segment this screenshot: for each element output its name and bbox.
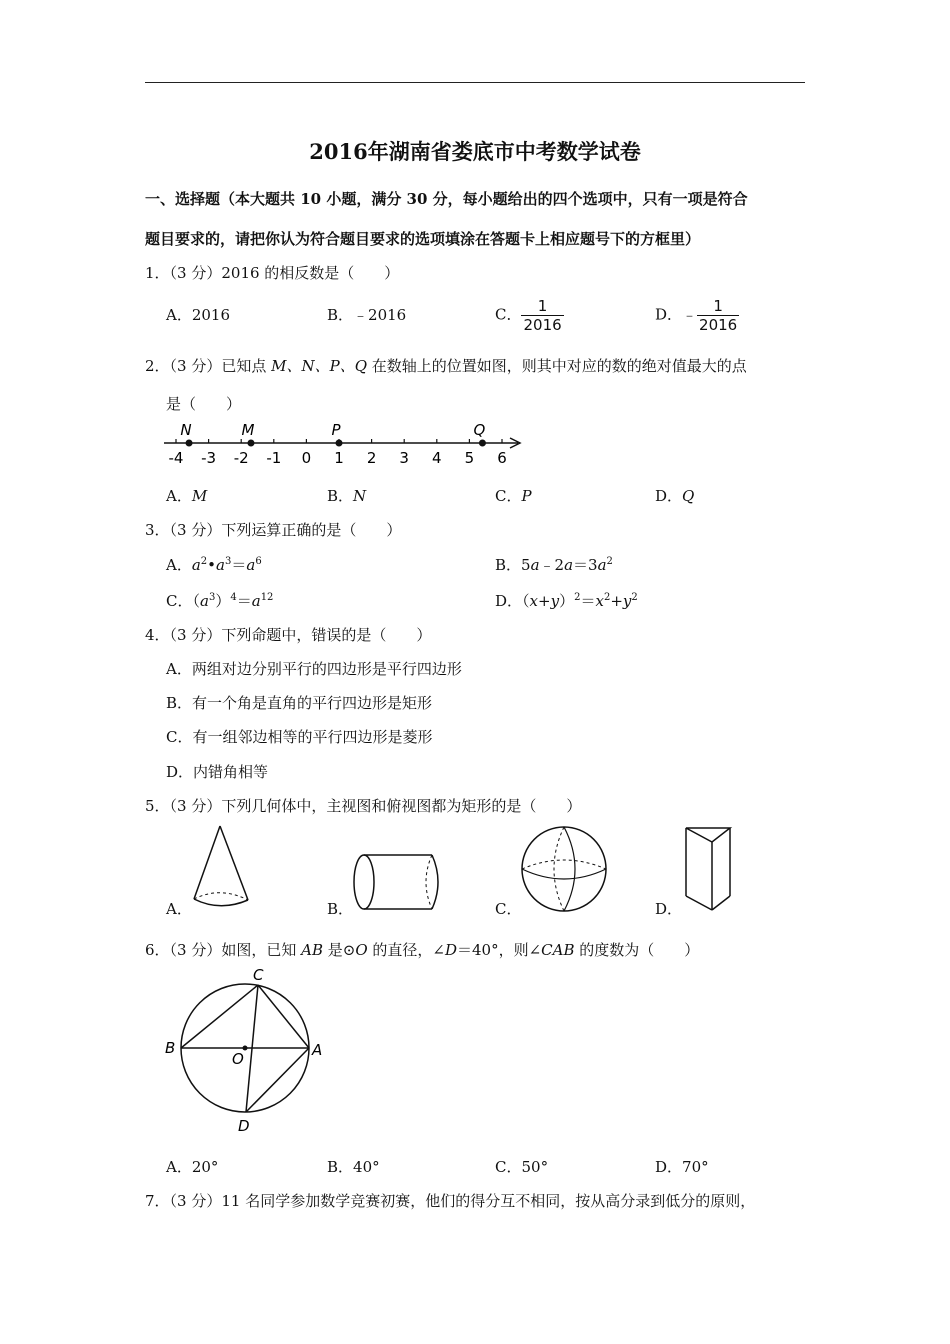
circle-geometry-figure	[160, 962, 340, 1137]
q6-option-d: D．70°	[655, 1158, 709, 1176]
q3-option-c-label: C．	[166, 592, 193, 610]
sphere-figure	[520, 825, 610, 915]
q1-option-a: A．2016	[166, 306, 231, 324]
q4-option-c: C．有一组邻边相等的平行四边形是菱形	[166, 728, 433, 746]
label-c: C	[253, 966, 264, 984]
label-a: A	[312, 1041, 323, 1059]
number-line-point-label-n: N	[180, 421, 192, 439]
q7-stem: 7．（3 分）11 名同学参加数学竞赛初赛，他们的得分互不相同，按从高分录到低分的原则，	[145, 1192, 756, 1210]
number-line-tick-label: 1	[334, 449, 344, 467]
page-title: 2016年湖南省娄底市中考数学试卷	[309, 139, 641, 164]
q1-option-b: B．﹣2016	[327, 306, 407, 324]
q2-option-c-value: P	[521, 487, 532, 505]
q3-option-a-label: A．	[166, 556, 192, 574]
q6-option-b: B．40°	[327, 1158, 380, 1176]
q2-stem-post: 在数轴上的位置如图，则其中对应的数的绝对值最大的点	[367, 357, 747, 375]
q2-option-b-label: B．	[327, 487, 354, 505]
q6-stem-end: 的度数为（ ）	[574, 941, 700, 959]
q5-option-a-label: A．	[166, 900, 192, 918]
q1-option-c-fraction	[521, 297, 563, 334]
number-line-point-label-q: Q	[473, 421, 486, 439]
q2-option-a-label: A．	[166, 487, 192, 505]
q6-stem-post: ＝40°，则∠	[457, 941, 542, 959]
number-line-tick-label: 0	[301, 449, 312, 467]
q3-option-d: D．$(x+y)^2=x^2+y^2$	[495, 592, 638, 610]
number-line-point-q	[479, 440, 486, 447]
number-line-point-m	[247, 440, 254, 447]
q4-option-b: B．有一个角是直角的平行四边形是矩形	[166, 694, 433, 712]
q1-option-c	[495, 297, 564, 334]
q1-option-d	[655, 297, 739, 334]
minus-sign: ﹣	[682, 305, 698, 324]
number-line-tick-label: 2	[366, 449, 377, 467]
q4-option-d: D．内错角相等	[166, 763, 269, 781]
q1-option-d-label: D．	[655, 305, 683, 324]
q2-option-a-value: M	[191, 487, 208, 505]
q6-option-c: C．50°	[495, 1158, 549, 1176]
q6-stem-mid: 的直径，∠	[367, 941, 445, 959]
number-line-tick-label: -2	[233, 449, 249, 467]
q5-option-c-label: C．	[495, 900, 522, 918]
q1-option-d-fraction	[697, 297, 739, 334]
q2-stem-pre: 2．（3 分）已知点	[145, 357, 272, 375]
number-line-tick-label: 3	[399, 449, 409, 467]
q3-option-d-label: D．	[495, 592, 523, 610]
section-heading-line1: 一、选择题（本大题共 10 小题，满分 30 分，每小题给出的四个选项中，只有一项是符合	[145, 190, 748, 208]
q2-stem-line2: 是（ ）	[166, 395, 242, 413]
q4-stem: 4．（3 分）下列命题中，错误的是（ ）	[145, 626, 432, 644]
q3-option-b: B．$5a﹣2a=3a^2$	[495, 556, 613, 574]
q3-stem: 3．（3 分）下列运算正确的是（ ）	[145, 521, 402, 539]
section-heading-line2: 题目要求的，请把你认为符合题目要求的选项填涂在答题卡上相应题号下的方框里）	[145, 230, 701, 248]
q3-option-b-label: B．	[495, 556, 522, 574]
q2-option-a	[166, 485, 207, 506]
triangular-prism-figure	[680, 824, 740, 914]
q6-option-a: A．20°	[166, 1158, 219, 1176]
q2-stem-points: M、N、P、Q	[271, 357, 367, 375]
number-line-tick-label: -1	[266, 449, 282, 467]
cone-figure	[190, 824, 260, 914]
label-o: O	[232, 1050, 244, 1068]
q2-stem-line1	[145, 355, 747, 376]
fraction-denominator: 2016	[699, 316, 738, 334]
cylinder-figure	[352, 852, 447, 914]
header-rule	[145, 82, 805, 83]
number-line-tick-label: 6	[497, 449, 507, 467]
q2-option-c-label: C．	[495, 487, 522, 505]
label-b: B	[165, 1039, 176, 1057]
number-line-point-p	[336, 440, 343, 447]
q2-option-d-label: D．	[655, 487, 683, 505]
q5-option-d-label: D．	[655, 900, 683, 918]
q5-stem: 5．（3 分）下列几何体中，主视图和俯视图都为矩形的是（ ）	[145, 797, 582, 815]
q1-stem: 1．（3 分）2016 的相反数是（ ）	[145, 264, 400, 282]
q3-option-a: A．$a^2•a^3=a^6$	[166, 556, 262, 574]
q2-option-d-value: Q	[682, 487, 695, 505]
fraction-denominator: 2016	[523, 316, 562, 334]
fraction-numerator: 1	[713, 297, 723, 315]
q4-option-a: A．两组对边分别平行的四边形是平行四边形	[166, 660, 462, 678]
number-line-tick-label: 4	[432, 449, 442, 467]
label-d: D	[238, 1117, 250, 1135]
number-line-point-label-m: M	[241, 421, 255, 439]
q3-option-c: C．$(a^3)^4=a^{12}$	[166, 592, 274, 610]
number-line-point-n	[186, 440, 193, 447]
q6-stem: 6．（3 分）如图，已知 AB 是⊙O 的直径，∠D＝40°，则∠CAB 的度数为（ ）	[145, 941, 700, 959]
number-line-point-label-p: P	[331, 421, 341, 439]
q1-option-c-label: C．	[495, 305, 522, 324]
number-line-figure	[160, 415, 530, 470]
q2-option-d	[655, 485, 694, 506]
q2-option-c	[495, 485, 532, 506]
fraction-numerator: 1	[537, 297, 548, 315]
q5-option-b-label: B．	[327, 900, 354, 918]
q2-option-b-value: N	[353, 487, 367, 505]
number-line-tick-label: -4	[168, 449, 184, 467]
number-line-tick-label: 5	[464, 449, 475, 467]
q2-option-b	[327, 485, 366, 506]
number-line-tick-label: -3	[201, 449, 217, 467]
q6-stem-pre: 6．（3 分）如图，已知	[145, 941, 302, 959]
